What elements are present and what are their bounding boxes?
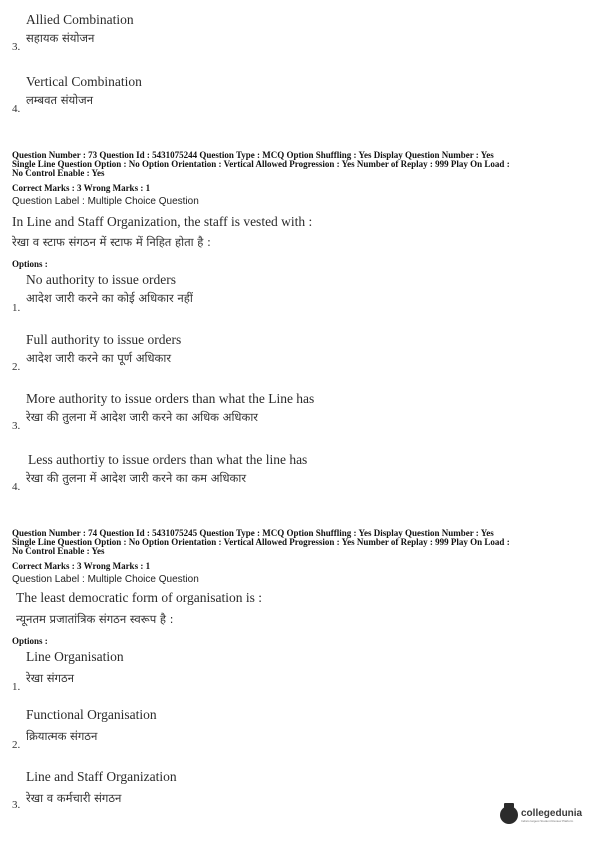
collegedunia-watermark (500, 806, 582, 824)
option-text-hi: रेखा संगठन (26, 671, 75, 685)
options-heading: Options : (12, 636, 48, 646)
option-text-en: Full authority to issue orders (26, 332, 182, 347)
question-text-en: In Line and Staff Organization, the staff is vested with : (12, 214, 313, 229)
option-text-en: Less authortiy to issue orders than what the line has (28, 452, 308, 467)
question-text-hi: रेखा व स्टाफ संगठन में स्टाफ में निहित होता है : (12, 235, 211, 249)
option-text-en: Functional Organisation (26, 707, 157, 722)
option-text-hi: सहायक संयोजन (26, 31, 95, 45)
option-number: 1. (12, 302, 21, 314)
options-heading: Options : (12, 259, 48, 269)
option-text-hi: लम्बवत संयोजन (26, 93, 94, 107)
question-marks: Correct Marks : 3 Wrong Marks : 1 (12, 183, 151, 193)
question-meta-line: Question Number : 73 Question Id : 5431075244 Question Type : MCQ Option Shuffling : Yes Display Question Number : Yes (12, 150, 494, 160)
option-number: 3. (12, 420, 21, 432)
option-text-en: More authority to issue orders than what the Line has (26, 391, 315, 406)
option-text-en: Line and Staff Organization (26, 769, 177, 784)
option-text-hi: क्रियात्मक संगठन (26, 729, 98, 743)
question-meta-line: Question Number : 74 Question Id : 5431075245 Question Type : MCQ Option Shuffling : Yes Display Question Number : Yes (12, 528, 494, 538)
option-text-en: Line Organisation (26, 649, 124, 664)
watermark-name: collegedunia (521, 807, 583, 819)
question-meta-line: No Control Enable : Yes (12, 546, 105, 556)
question-meta-line: No Control Enable : Yes (12, 168, 105, 178)
option-number: 1. (12, 681, 21, 693)
question-label: Question Label : Multiple Choice Question (12, 196, 199, 207)
question-text-en: The least democratic form of organisation is : (16, 590, 263, 605)
option-number: 4. (12, 103, 21, 115)
graduation-cap-icon (500, 806, 518, 824)
option-number: 3. (12, 799, 21, 811)
option-text-hi: रेखा की तुलना में आदेश जारी करने का अधिक अधिकार (26, 410, 259, 424)
option-text-hi: आदेश जारी करने का कोई अधिकार नहीं (26, 291, 193, 305)
watermark-tagline: India's largest Student Review Platform (521, 818, 574, 823)
option-number: 3. (12, 41, 21, 53)
option-number: 2. (12, 739, 21, 751)
question-label: Question Label : Multiple Choice Question (12, 574, 199, 585)
question-meta-line: Single Line Question Option : No Option Orientation : Vertical Allowed Progression : Yes Number of Replay : 999 Play On Load : (12, 537, 510, 547)
option-text-en: Allied Combination (26, 12, 134, 27)
option-number: 2. (12, 361, 21, 373)
option-text-en: Vertical Combination (26, 74, 142, 89)
question-meta-line: Single Line Question Option : No Option Orientation : Vertical Allowed Progression : Yes Number of Replay : 999 Play On Load : (12, 159, 510, 169)
option-text-hi: रेखा की तुलना में आदेश जारी करने का कम अधिकार (26, 471, 247, 485)
option-number: 4. (12, 481, 21, 493)
question-text-hi: न्यूनतम प्रजातांत्रिक संगठन स्वरूप है : (16, 612, 174, 626)
question-marks: Correct Marks : 3 Wrong Marks : 1 (12, 561, 151, 571)
option-text-hi: रेखा व कर्मचारी संगठन (26, 791, 122, 805)
option-text-hi: आदेश जारी करने का पूर्ण अधिकार (26, 351, 172, 365)
option-text-en: No authority to issue orders (26, 272, 176, 287)
